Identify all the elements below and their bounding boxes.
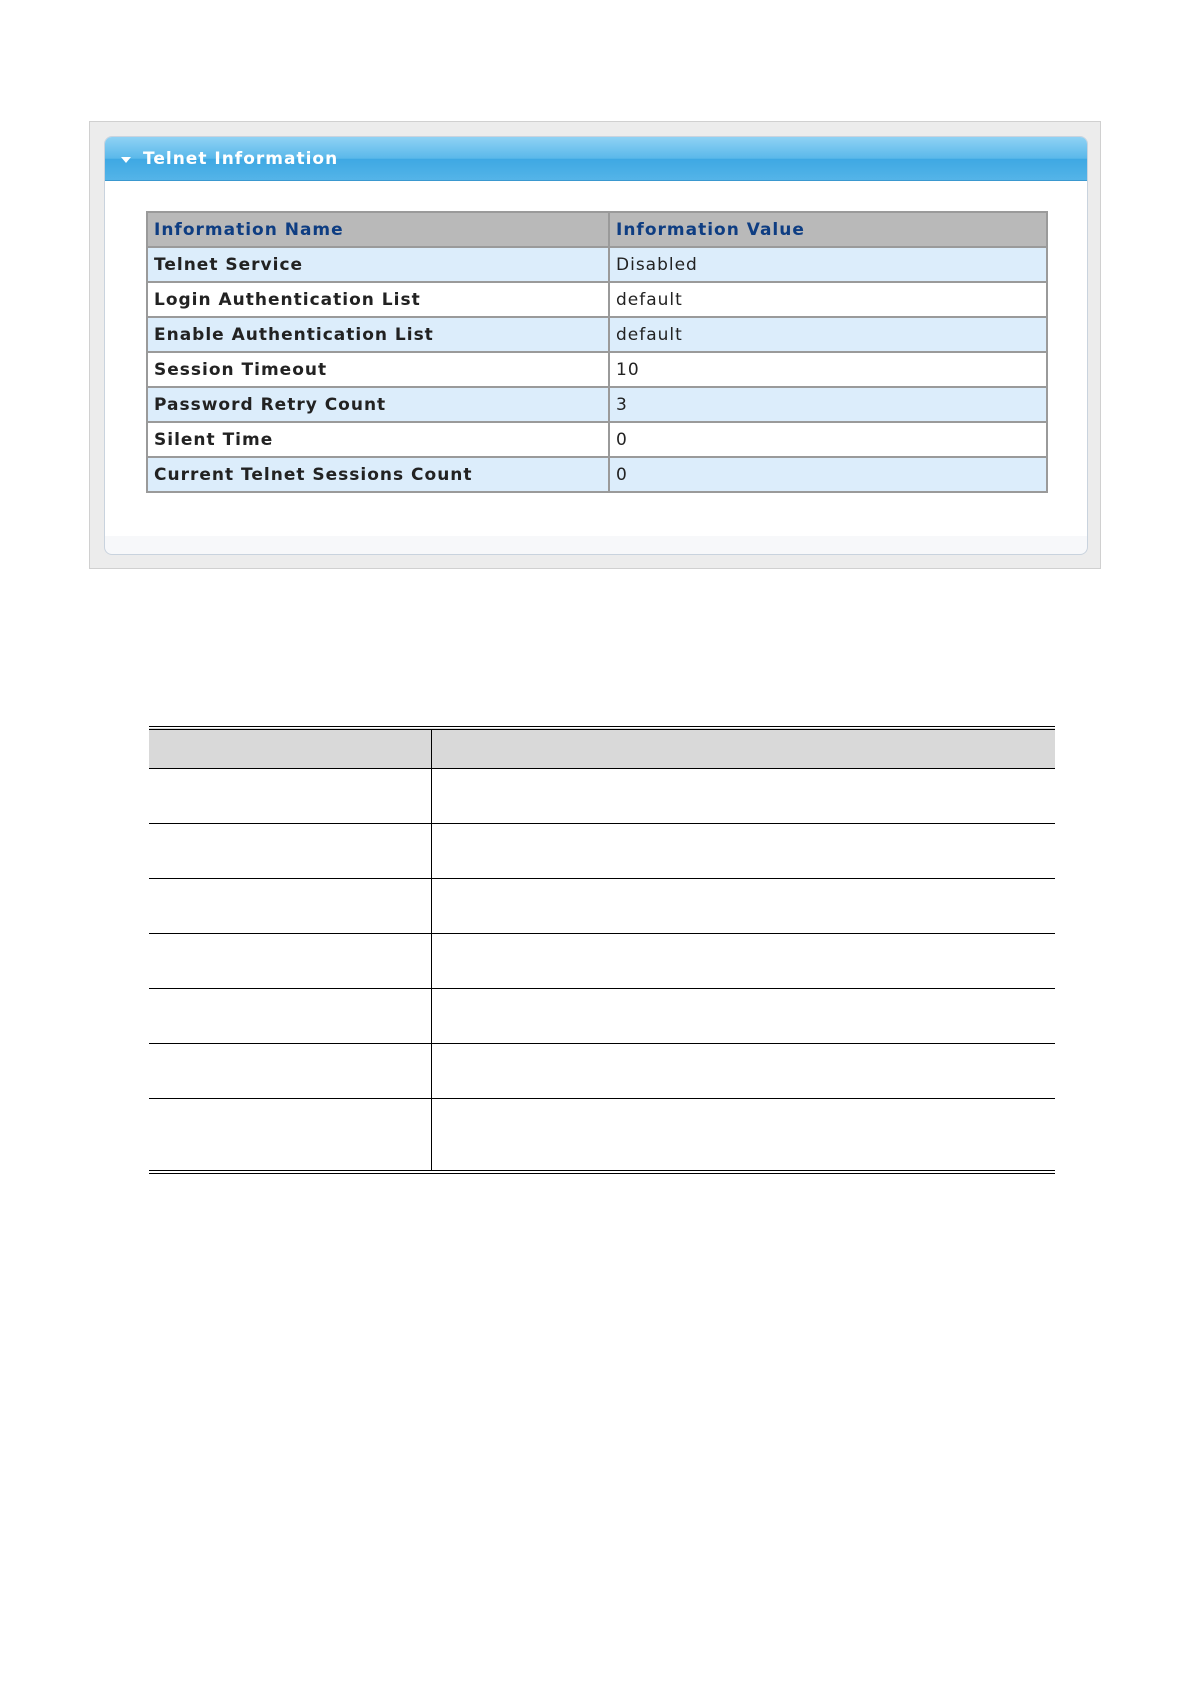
description-object-cell [149, 1044, 432, 1099]
description-text-cell [432, 989, 1056, 1044]
row-name: Enable Authentication List [147, 317, 609, 352]
row-name: Telnet Service [147, 247, 609, 282]
row-name: Session Timeout [147, 352, 609, 387]
description-object-cell [149, 769, 432, 824]
description-object-cell [149, 1099, 432, 1173]
row-name: Password Retry Count [147, 387, 609, 422]
description-row [149, 1044, 1055, 1099]
telnet-info-table [146, 211, 1048, 493]
panel-title: Telnet Information [143, 148, 339, 169]
description-text-cell [432, 1044, 1056, 1099]
table-row [147, 317, 1047, 352]
row-name: Current Telnet Sessions Count [147, 457, 609, 492]
telnet-info-screenshot [89, 121, 1101, 569]
description-header-object [149, 728, 432, 769]
description-object-cell [149, 989, 432, 1044]
telnet-info-panel [104, 136, 1088, 555]
description-text-cell [432, 934, 1056, 989]
table-row [147, 282, 1047, 317]
description-object-cell [149, 824, 432, 879]
description-text-cell [432, 879, 1056, 934]
table-row [147, 422, 1047, 457]
description-object-cell [149, 879, 432, 934]
description-row [149, 989, 1055, 1044]
description-row [149, 1099, 1055, 1173]
description-header-row [149, 728, 1055, 769]
description-row [149, 879, 1055, 934]
table-row [147, 352, 1047, 387]
description-text-cell [432, 824, 1056, 879]
table-header-row [147, 212, 1047, 247]
caret-down-icon[interactable] [121, 157, 131, 163]
description-object-cell [149, 934, 432, 989]
row-value: Disabled [609, 247, 1047, 282]
table-row [147, 387, 1047, 422]
header-information-value: Information Value [609, 212, 1047, 247]
panel-body [105, 181, 1087, 536]
row-name: Login Authentication List [147, 282, 609, 317]
row-value: 3 [609, 387, 1047, 422]
row-value: default [609, 317, 1047, 352]
description-row [149, 824, 1055, 879]
table-row [147, 247, 1047, 282]
description-text-cell [432, 1099, 1056, 1173]
header-information-name: Information Name [147, 212, 609, 247]
description-row [149, 769, 1055, 824]
row-value: default [609, 282, 1047, 317]
description-row [149, 934, 1055, 989]
row-value: 0 [609, 457, 1047, 492]
description-table [149, 726, 1055, 1174]
table-row [147, 457, 1047, 492]
description-text-cell [432, 769, 1056, 824]
description-header-description [432, 728, 1056, 769]
row-value: 10 [609, 352, 1047, 387]
row-name: Silent Time [147, 422, 609, 457]
row-value: 0 [609, 422, 1047, 457]
panel-header[interactable] [105, 137, 1087, 181]
